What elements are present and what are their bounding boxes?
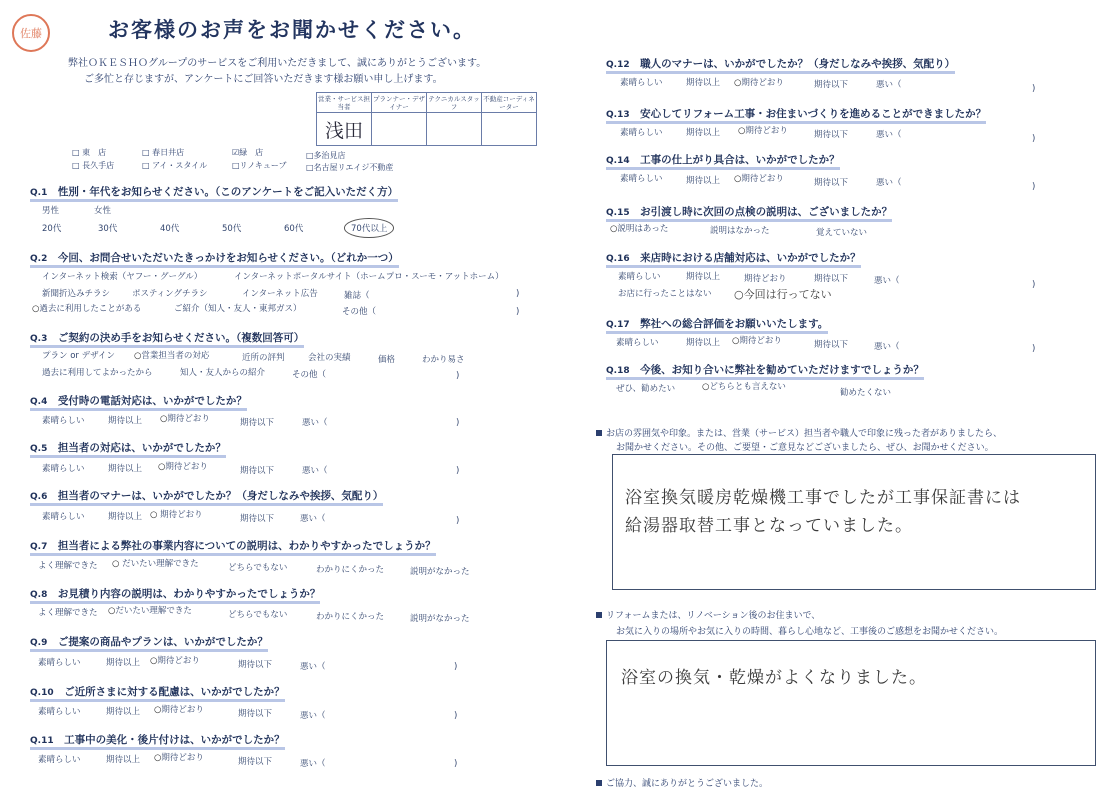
q11-option[interactable]: 期待以下	[238, 757, 273, 767]
paren: )	[1032, 182, 1036, 192]
q15-option[interactable]: 覚えていない	[816, 228, 868, 238]
paren: )	[1032, 344, 1036, 354]
q1-option[interactable]: 30代	[98, 224, 118, 234]
q2-option[interactable]: ご紹介（知人・友人・東邦ガス）	[174, 304, 302, 314]
square-bullet-icon	[596, 430, 602, 436]
q7-selected-option[interactable]: ○ だいたい理解できた	[112, 559, 199, 569]
q3-option[interactable]: その他（	[292, 370, 327, 380]
q16-option[interactable]: 期待以上	[686, 272, 721, 282]
paren: )	[1032, 134, 1036, 144]
q14-option[interactable]: 素晴らしい	[620, 174, 663, 184]
staff-header: プランナー・デザイナー	[373, 94, 425, 111]
store-option[interactable]: □多治見店	[306, 151, 346, 160]
intro-line-2: ご多忙と存じますが、アンケートにご回答いただきます様お願い申し上げます。	[84, 74, 443, 85]
question-12: Q.12 職人のマナーは、いかがでしたか？（身だしなみや挨拶、気配り）	[606, 56, 955, 74]
q3-option[interactable]: わかり易さ	[422, 355, 465, 365]
q5-option[interactable]: 期待以下	[240, 466, 275, 476]
q4-option[interactable]: 素晴らしい	[42, 416, 85, 426]
q7-option[interactable]: どちらでもない	[228, 563, 288, 573]
question-13: Q.13 安心してリフォーム工事・お住まいづくりを進めることができましたか？	[606, 106, 986, 124]
comment1-box[interactable]	[612, 454, 1096, 590]
staff-sales-value[interactable]: 浅田	[317, 113, 372, 146]
store-option[interactable]: □ 東 店	[72, 148, 107, 157]
q11-option[interactable]: 期待以上	[106, 755, 141, 765]
q11-selected-option[interactable]: ○期待どおり	[154, 753, 204, 763]
paren: )	[1032, 280, 1036, 290]
question-8: Q.8 お見積り内容の説明は、わかりやすかったでしょうか？	[30, 586, 320, 604]
q1-option[interactable]: 40代	[160, 224, 180, 234]
q16-option[interactable]: 悪い（	[874, 276, 900, 286]
q9-selected-option[interactable]: ○期待どおり	[150, 656, 200, 666]
q8-option[interactable]: わかりにくかった	[316, 612, 385, 622]
q2-selected-option[interactable]: ○過去に利用したことがある	[32, 304, 142, 314]
seal-stamp: 佐藤	[12, 14, 50, 52]
store-option[interactable]: □リノキューブ	[232, 161, 287, 170]
q16-option[interactable]: 期待以下	[814, 274, 849, 284]
question-9: Q.9 ご提案の商品やプランは、いかがでしたか？	[30, 634, 268, 652]
question-17: Q.17 弊社への総合評価をお願いいたします。	[606, 316, 828, 334]
paren: )	[516, 289, 520, 299]
q2-option[interactable]: インターネットポータルサイト（ホームプロ・スーモ・アットホーム）	[234, 272, 504, 282]
q10-option[interactable]: 期待以下	[238, 709, 273, 719]
q16-option[interactable]: 期待どおり	[744, 274, 787, 284]
q17-option[interactable]: 悪い（	[874, 342, 900, 352]
q12-option[interactable]: 悪い（	[876, 80, 902, 90]
q15-selected-option[interactable]: ○説明はあった	[610, 224, 669, 234]
staff-technical-value[interactable]	[427, 113, 482, 146]
q9-option[interactable]: 素晴らしい	[38, 658, 81, 668]
q3-selected-option[interactable]: ○営業担当者の対応	[134, 351, 210, 361]
q10-option[interactable]: 期待以上	[106, 707, 141, 717]
q12-option[interactable]: 期待以下	[814, 80, 849, 90]
q8-option[interactable]: どちらでもない	[228, 610, 288, 620]
paren: )	[456, 371, 460, 381]
q1-option[interactable]: 男性	[42, 206, 60, 216]
q1-option[interactable]: 20代	[42, 224, 62, 234]
store-option-checked[interactable]: ☑緑 店	[232, 148, 264, 157]
q13-selected-option[interactable]: ○期待どおり	[738, 126, 788, 136]
q12-option[interactable]: 期待以上	[686, 78, 721, 88]
paren: )	[456, 466, 460, 476]
paren: )	[516, 307, 520, 317]
q16-option[interactable]: 素晴らしい	[618, 272, 661, 282]
paren: )	[454, 662, 458, 672]
q17-option[interactable]: 素晴らしい	[616, 338, 659, 348]
q5-option[interactable]: 悪い（	[302, 466, 328, 476]
question-18: Q.18 今後、お知り合いに弊社を勧めていただけますでしょうか？	[606, 362, 924, 380]
comment2-box[interactable]	[606, 640, 1096, 766]
q14-option[interactable]: 期待以上	[686, 176, 721, 186]
q17-option[interactable]: 期待以上	[686, 338, 721, 348]
q2-option[interactable]: その他（	[342, 307, 377, 317]
question-7: Q.7 担当者による弊社の事業内容についての説明は、わかりやすかったでしょうか？	[30, 538, 436, 556]
q10-selected-option[interactable]: ○期待どおり	[154, 705, 204, 715]
q3-option[interactable]: 知人・友人からの紹介	[180, 368, 266, 378]
paren: )	[456, 516, 460, 526]
paren: )	[456, 418, 460, 428]
question-2: Q.2 今回、お問合せいただいたきっかけをお知らせください。（どれか一つ）	[30, 250, 399, 268]
q7-option[interactable]: よく理解できた	[38, 561, 98, 571]
question-3: Q.3 ご契約の決め手をお知らせください。（複数回答可）	[30, 330, 304, 348]
q6-option[interactable]: 期待以下	[240, 514, 275, 524]
q6-selected-option[interactable]: ○ 期待どおり	[150, 510, 203, 520]
question-6: Q.6 担当者のマナーは、いかがでしたか？（身だしなみや挨拶、気配り）	[30, 488, 383, 506]
q2-option[interactable]: 新聞折込みチラシ	[42, 289, 111, 299]
q17-option[interactable]: 期待以下	[814, 340, 849, 350]
question-15: Q.15 お引渡し時に次回の点検の説明は、ございましたか？	[606, 204, 892, 222]
staff-table	[316, 92, 537, 146]
comment1-handwriting-line2: 給湯器取替工事となっていました。	[625, 516, 913, 536]
square-bullet-icon	[596, 780, 602, 786]
q15-option[interactable]: 説明はなかった	[710, 226, 770, 236]
q4-selected-option[interactable]: ○期待どおり	[160, 414, 210, 424]
paren: )	[1032, 84, 1036, 94]
question-1: Q.1 性別・年代をお知らせください。（このアンケートをご記入いただく方）	[30, 184, 398, 202]
q16-handwritten-answer[interactable]: ○今回は行ってない	[734, 288, 832, 301]
q13-option[interactable]: 素晴らしい	[620, 128, 663, 138]
comment2-label-2: お気に入りの場所やお気に入りの時間、暮らし心地など、工事後のご感想をお聞かせください。	[616, 627, 1004, 637]
q18-option[interactable]: ぜひ、勧めたい	[616, 384, 676, 394]
q5-option[interactable]: 素晴らしい	[42, 464, 85, 474]
q2-option[interactable]: インターネット検索（ヤフー・グーグル）	[42, 272, 203, 282]
question-16: Q.16 来店時における店舗対応は、いかがでしたか？	[606, 250, 861, 268]
page-title: お客様のお声をお聞かせください。	[108, 18, 476, 42]
q6-option[interactable]: 素晴らしい	[42, 512, 85, 522]
question-10: Q.10 ご近所さまに対する配慮は、いかがでしたか？	[30, 684, 285, 702]
store-option[interactable]: □ 長久手店	[72, 161, 115, 170]
comment2-label: リフォームまたは、リノベーション後のお住まいで、	[596, 608, 820, 621]
q9-option[interactable]: 悪い（	[300, 662, 326, 672]
q3-option[interactable]: 近所の評判	[242, 353, 285, 363]
q14-option[interactable]: 悪い（	[876, 178, 902, 188]
q13-option[interactable]: 悪い（	[876, 130, 902, 140]
q10-option[interactable]: 素晴らしい	[38, 707, 81, 717]
question-14: Q.14 工事の仕上がり具合は、いかがでしたか？	[606, 152, 840, 170]
paren: )	[454, 711, 458, 721]
comment2-handwriting: 浴室の換気・乾燥がよくなりました。	[621, 668, 927, 688]
q4-option[interactable]: 期待以上	[108, 416, 143, 426]
q18-option[interactable]: 勧めたくない	[840, 388, 892, 398]
q5-option[interactable]: 期待以上	[108, 464, 143, 474]
q7-option[interactable]: 説明がなかった	[410, 567, 470, 577]
q8-selected-option[interactable]: ○だいたい理解できた	[108, 606, 192, 616]
q13-option[interactable]: 期待以下	[814, 130, 849, 140]
q4-option[interactable]: 悪い（	[302, 418, 328, 428]
q11-option[interactable]: 素晴らしい	[38, 755, 81, 765]
q5-selected-option[interactable]: ○期待どおり	[158, 462, 208, 472]
q4-option[interactable]: 期待以下	[240, 418, 275, 428]
q6-option[interactable]: 期待以上	[108, 512, 143, 522]
q3-option[interactable]: 過去に利用してよかったから	[42, 368, 153, 378]
q13-option[interactable]: 期待以上	[686, 128, 721, 138]
q1-option[interactable]: 60代	[284, 224, 304, 234]
store-option[interactable]: □ アイ・スタイル	[142, 161, 208, 170]
intro-line-1: 弊社ＯＫＥＳＨＯグループのサービスをご利用いただきまして、誠にありがとうございます。	[68, 58, 487, 69]
q2-option[interactable]: インターネット広告	[242, 289, 318, 299]
question-11: Q.11 工事中の美化・後片付けは、いかがでしたか？	[30, 732, 285, 750]
q3-option[interactable]: 会社の実績	[308, 353, 351, 363]
q2-option[interactable]: 雑誌（	[344, 291, 370, 301]
q3-option[interactable]: プラン or デザイン	[42, 351, 116, 361]
q9-option[interactable]: 期待以上	[106, 658, 141, 668]
store-option[interactable]: □ 春日井店	[142, 148, 185, 157]
staff-header: 不動産コーディネーター	[483, 94, 535, 111]
q12-selected-option[interactable]: ○期待どおり	[734, 78, 784, 88]
q14-option[interactable]: 期待以下	[814, 178, 849, 188]
square-bullet-icon	[596, 612, 602, 618]
q7-option[interactable]: わかりにくかった	[316, 565, 385, 575]
comment1-label-2: お聞かせください。その他、ご要望・ご意見などございましたら、ぜひ、お聞かせください。	[616, 443, 994, 453]
q2-option[interactable]: ポスティングチラシ	[132, 289, 208, 299]
q18-selected-option[interactable]: ○どちらとも言えない	[702, 382, 786, 392]
q8-option[interactable]: よく理解できた	[38, 608, 98, 618]
q10-option[interactable]: 悪い（	[300, 711, 326, 721]
staff-realestate-value[interactable]	[482, 113, 537, 146]
q8-option[interactable]: 説明がなかった	[410, 614, 470, 624]
q1-option[interactable]: 女性	[94, 206, 112, 216]
q16-option[interactable]: お店に行ったことはない	[618, 289, 712, 299]
paren: )	[454, 759, 458, 769]
staff-header: テクニカルスタッフ	[428, 94, 480, 111]
staff-header: 営業・サービス担当者	[318, 94, 370, 111]
q3-option[interactable]: 価格	[378, 355, 396, 365]
comment1-label: お店の雰囲気や印象。または、営業（サービス）担当者や職人で印象に残った者がありましたら、	[596, 426, 1002, 439]
q12-option[interactable]: 素晴らしい	[620, 78, 663, 88]
q9-option[interactable]: 期待以下	[238, 660, 273, 670]
q6-option[interactable]: 悪い（	[300, 514, 326, 524]
footer-thanks: ご協力、誠にありがとうございました。	[596, 776, 768, 789]
store-option[interactable]: □名古屋リエイジ不動産	[306, 163, 394, 172]
q17-selected-option[interactable]: ○期待どおり	[732, 336, 782, 346]
q11-option[interactable]: 悪い（	[300, 759, 326, 769]
q1-option[interactable]: 50代	[222, 224, 242, 234]
q14-selected-option[interactable]: ○期待どおり	[734, 174, 784, 184]
comment1-handwriting-line1: 浴室換気暖房乾燥機工事でしたが工事保証書には	[625, 488, 1021, 508]
question-5: Q.5 担当者の対応は、いかがでしたか？	[30, 440, 226, 458]
q1-option-selected[interactable]: 70代以上	[344, 218, 394, 238]
staff-planner-value[interactable]	[372, 113, 427, 146]
question-4: Q.4 受付時の電話対応は、いかがでしたか？	[30, 393, 247, 411]
